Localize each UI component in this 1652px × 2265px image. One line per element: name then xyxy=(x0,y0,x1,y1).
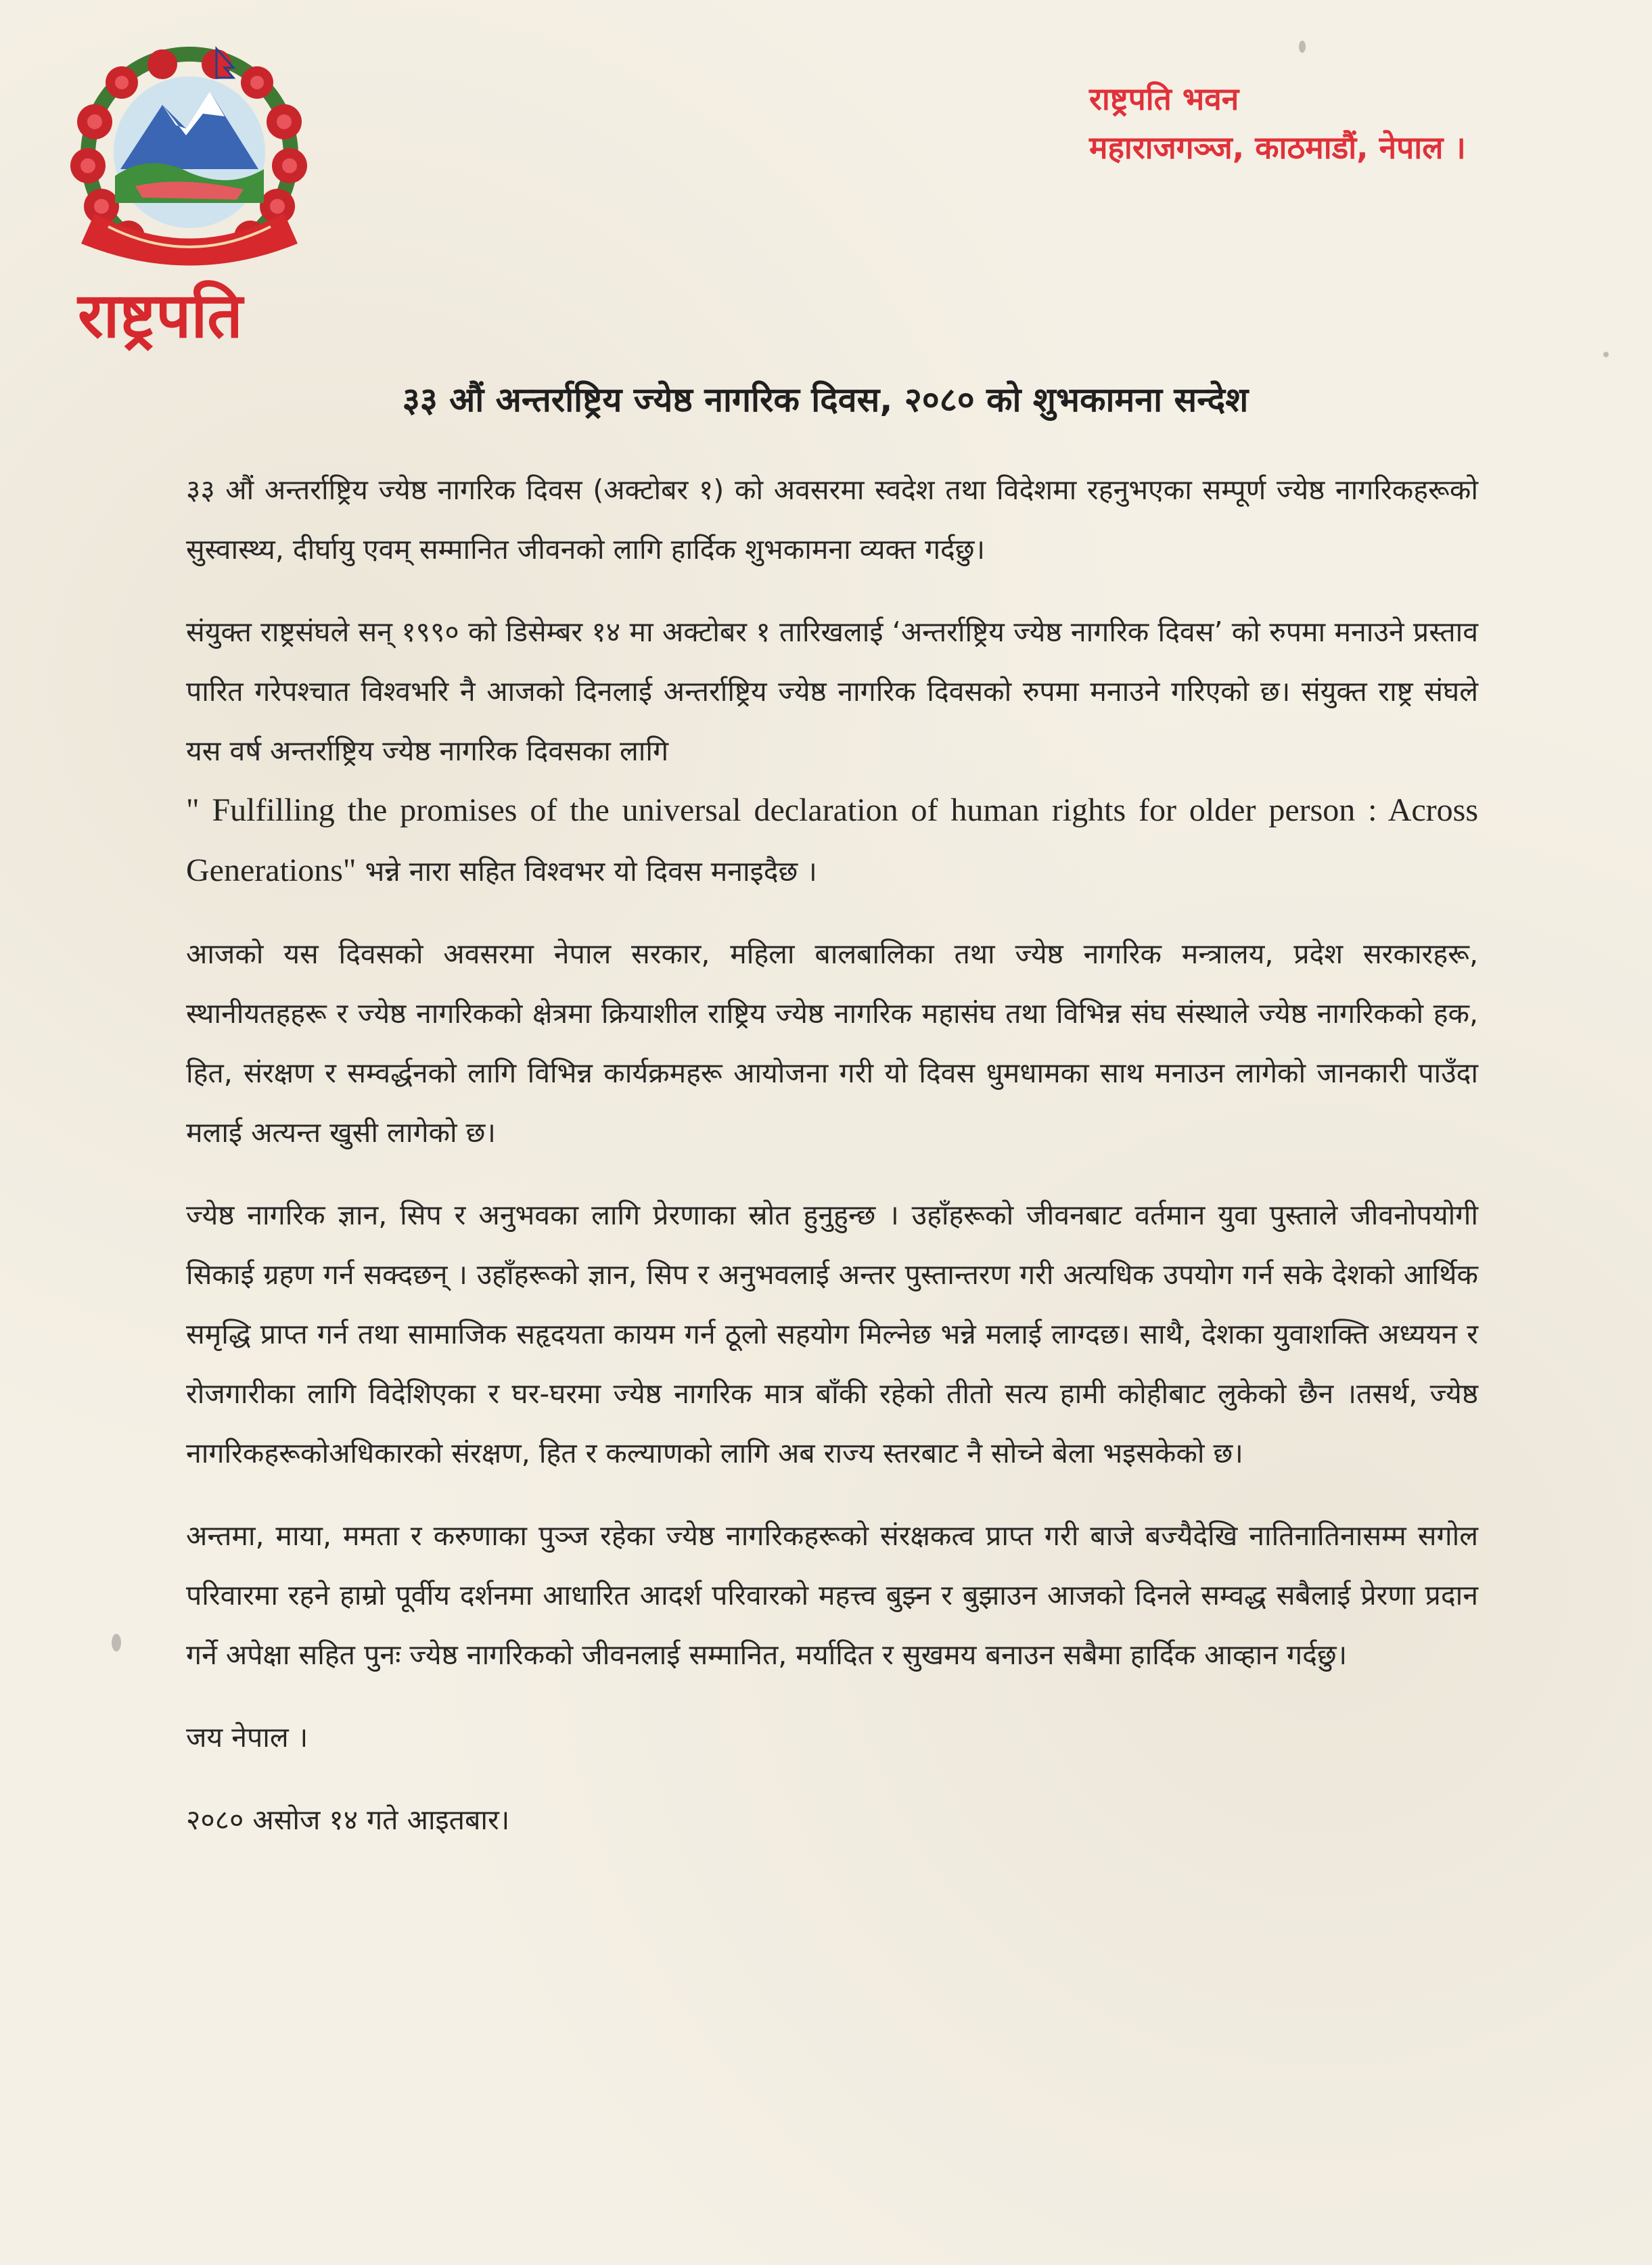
paragraph-2 xyxy=(186,602,1478,901)
nepal-coat-of-arms-emblem-icon xyxy=(47,41,331,284)
address-line-2: महाराजगञ्ज, काठमाडौं, नेपाल । xyxy=(1089,129,1466,166)
message-title: ३३ औं अन्तर्राष्ट्रिय ज्येष्ठ नागरिक दिवस, २०८० को शुभकामना सन्देश xyxy=(402,380,1249,419)
paper-speck xyxy=(1299,41,1306,53)
paragraph-4: ज्येष्ठ नागरिक ज्ञान, सिप र अनुभवका लागि प्रेरणाका स्रोत हुनुहुन्छ । उहाँहरूको जीवनबाट वर्तमान युवा पुस्ताले जीवनोपयोगी सिकाई ग्रहण गर्न सक्दछन् । उहाँहरूको ज्ञान, सिप र अनुभवलाई अन्तर पुस्तान्तरण गरी अत्यधिक उपयोग गर्न सके देशको आर्थिक समृद्धि प्राप्त गर्न तथा सामाजिक सहृदयता कायम गर्न ठूलो सहयोग मिल्नेछ भन्ने मलाई लाग्दछ। साथै, देशका युवाशक्ति अध्ययन र रोजगारीका लागि विदेशिएका र घर-घरमा ज्येष्ठ नागरिक मात्र बाँकी रहेको तीतो सत्य हामी कोहीबाट लुकेको छैन ।तसर्थ, ज्येष्ठ नागरिकहरूकोअधिकारको संरक्षण, हित र कल्याणको लागि अब राज्य स्तरबाट नै सोच्ने बेला भइसकेको छ। xyxy=(186,1199,1478,1469)
paragraph-3: आजको यस दिवसको अवसरमा नेपाल सरकार, महिला बालबालिका तथा ज्येष्ठ नागरिक मन्त्रालय, प्रदेश सरकारहरू, स्थानीयतहहरू र ज्येष्ठ नागरिकको क्षेत्रमा क्रियाशील राष्ट्रिय ज्येष्ठ नागरिक महासंघ तथा विभिन्न संघ संस्थाले ज्येष्ठ नागरिकको हक, हित, संरक्षण र सम्वर्द्धनको लागि विभिन्न कार्यक्रमहरू आयोजना गरी यो दिवस धुमधामका साथ मनाउन लागेको जानकारी पाउँदा मलाई अत्यन्त खुसी लागेको छ। xyxy=(186,938,1478,1149)
paragraph-2-part-a: संयुक्त राष्ट्रसंघले सन् १९९० को डिसेम्बर १४ मा अक्टोबर १ तारिखलाई ‘अन्तर्राष्ट्रिय ज्येष्ठ नागरिक दिवस’ को रुपमा मनाउने प्रस्ताव पारित गरेपश्चात विश्वभरि नै आजको दिनलाई अन्तर्राष्ट्रिय ज्येष्ठ नागरिक दिवसको रुपमा मनाउने गरिएको छ। संयुक्त राष्ट्र संघले यस वर्ष अन्तर्राष्ट्रिय ज्येष्ठ नागरिक दिवसका लागि xyxy=(186,616,1478,767)
closing-salutation: जय नेपाल । xyxy=(186,1721,308,1754)
president-brand-word: राष्ट्रपति xyxy=(78,279,243,352)
address-line-1: राष्ट्रपति भवन xyxy=(1089,81,1239,117)
paper-speck xyxy=(1603,352,1609,357)
closing-date: २०८० असोज १४ गते आइतबार। xyxy=(186,1804,510,1836)
office-address xyxy=(1089,74,1563,172)
paragraph-5: अन्तमा, माया, ममता र करुणाका पुञ्ज रहेका ज्येष्ठ नागरिकहरूको संरक्षकत्व प्राप्त गरी बाजे बज्यैदेखि नातिनातिनासम्म सगोल परिवारमा रहने हाम्रो पूर्वीय दर्शनमा आधारित आदर्श परिवारको महत्त्व बुझ्न र बुझाउन आजको दिनले सम्वद्ध सबैलाई प्रेरणा प्रदान गर्ने अपेक्षा सहित पुनः ज्येष्ठ नागरिकको जीवनलाई सम्मानित, मर्यादित र सुखमय बनाउन सबैमा हार्दिक आव्हान गर्दछु। xyxy=(186,1519,1478,1671)
paragraph-2-part-b: भन्ने नारा सहित विश्वभर यो दिवस मनाइदैछ । xyxy=(356,855,817,888)
paragraph-1: ३३ औं अन्तर्राष्ट्रिय ज्येष्ठ नागरिक दिवस (अक्टोबर १) को अवसरमा स्वदेश तथा विदेशमा रहनुभएका सम्पूर्ण ज्येष्ठ नागरिकहरूको सुस्वास्थ्य, दीर्घायु एवम् सम्मानित जीवनको लागि हार्दिक शुभकामना व्यक्त गर्दछु। xyxy=(186,474,1478,566)
paper-speck xyxy=(112,1634,121,1651)
message-body xyxy=(186,460,1478,1873)
paragraph-2-slogan: " Fulfilling the promises of the universal declaration of human rights for older person : Across Generations" xyxy=(186,792,1478,888)
